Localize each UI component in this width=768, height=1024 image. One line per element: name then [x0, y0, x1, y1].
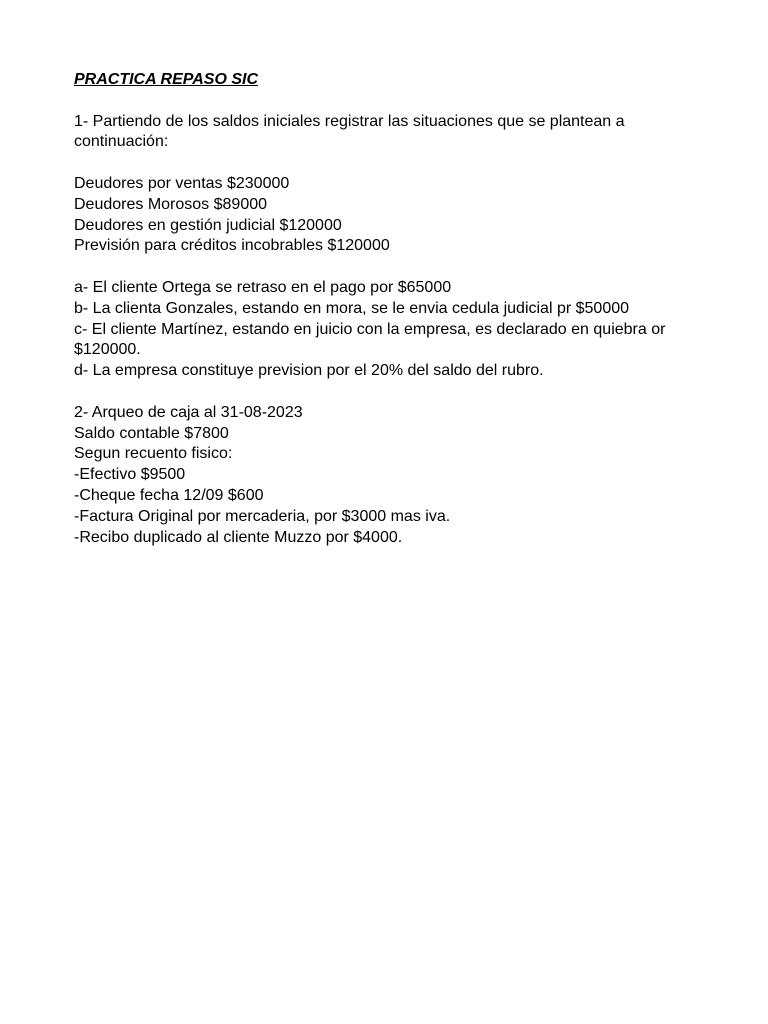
blank-line [74, 257, 694, 278]
balance-line: Deudores en gestión judicial $120000 [74, 216, 342, 234]
situation-line: c- El cliente Martínez, estando en juicio con la empresa, es declarado en quiebra or $120000. [74, 320, 666, 359]
situation-line: a- El cliente Ortega se retraso en el pago por $65000 [74, 278, 452, 296]
situation-line: d- La empresa constituye prevision por el 20% del saldo del rubro. [74, 362, 544, 380]
balance-line: Deudores por ventas $230000 [74, 174, 290, 192]
cash-count-line: -Recibo duplicado al cliente Muzzo por $4000. [74, 528, 403, 546]
balance-line: Deudores Morosos $89000 [74, 195, 268, 213]
exercise-2-heading: 2- Arqueo de caja al 31-08-2023 [74, 403, 303, 421]
blank-line [74, 91, 694, 112]
cash-count-line: -Efectivo $9500 [74, 466, 186, 484]
blank-line [74, 153, 694, 174]
cash-count-line: Segun recuento fisico: [74, 445, 233, 463]
blank-line [74, 382, 694, 403]
exercise-1-heading: 1- Partiendo de los saldos iniciales registrar las situaciones que se plantean a continuación: [74, 112, 625, 151]
cash-count-line: Saldo contable $7800 [74, 424, 229, 442]
document-content [74, 70, 694, 548]
balance-line: Previsión para créditos incobrables $120000 [74, 237, 390, 255]
situation-line: b- La clienta Gonzales, estando en mora, se le envia cedula judicial pr $50000 [74, 299, 630, 317]
document-title: PRACTICA REPASO SIC [74, 71, 259, 88]
cash-count-line: -Factura Original por mercaderia, por $3000 mas iva. [74, 507, 451, 525]
cash-count-line: -Cheque fecha 12/09 $600 [74, 486, 264, 504]
